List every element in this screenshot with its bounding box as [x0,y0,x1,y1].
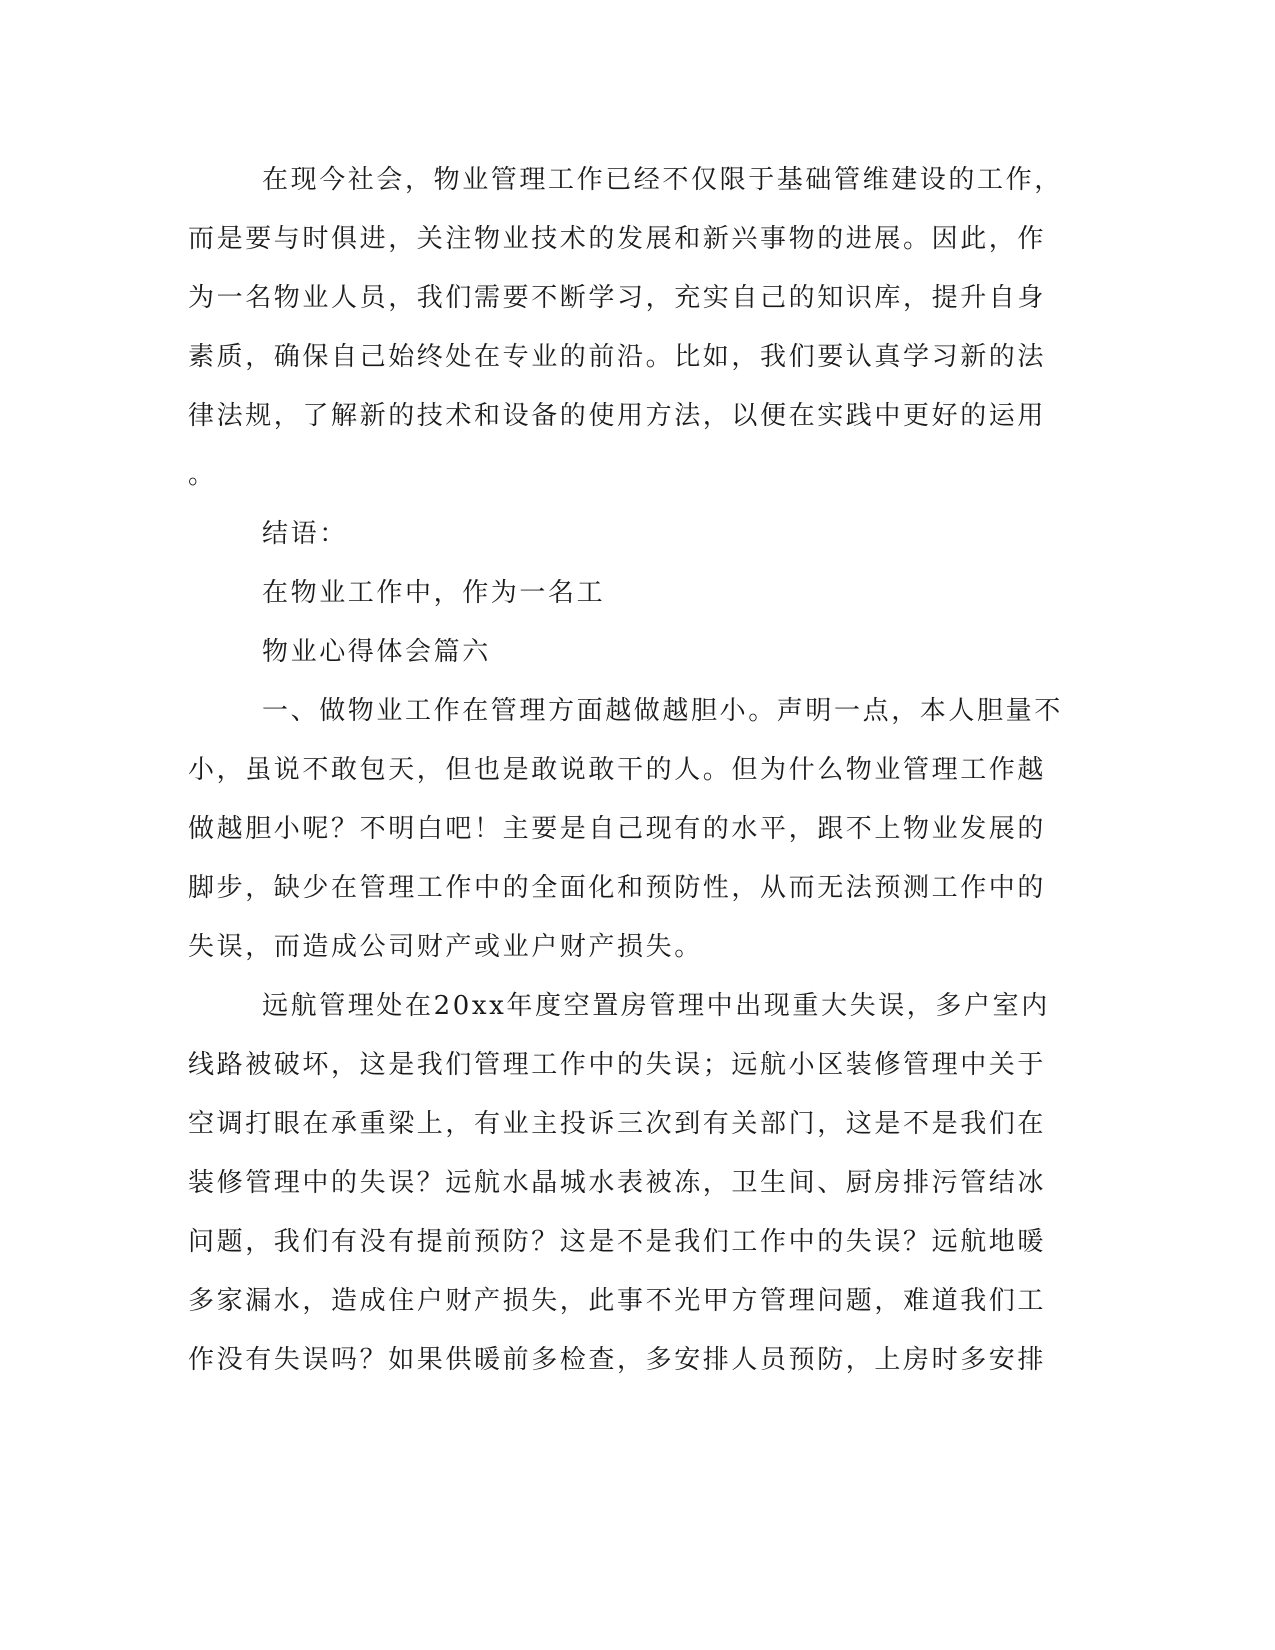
text-line-11: 小，虽说不敢包天，但也是敢说敢干的人。但为什么物业管理工作越 [188,755,1047,785]
text-line-5: 律法规，了解新的技术和设备的使用方法，以便在实践中更好的运用 [188,401,1047,431]
text-line-10: 一、做物业工作在管理方面越做越胆小。声明一点，本人胆量不 [262,696,1063,726]
text-line-3: 为一名物业人员，我们需要不断学习，充实自己的知识库，提升自身 [188,283,1047,313]
text-line-6: 。 [188,460,217,490]
text-line-8: 在物业工作中，作为一名工 [262,578,606,608]
text-line-13: 脚步，缺少在管理工作中的全面化和预防性，从而无法预测工作中的 [188,873,1047,903]
text-line-20: 多家漏水，造成住户财产损失，此事不光甲方管理问题，难道我们工 [188,1286,1047,1316]
text-line-21: 作没有失误吗？如果供暖前多检查，多安排人员预防，上房时多安排 [188,1345,1047,1375]
text-line-14: 失误，而造成公司财产或业户财产损失。 [188,932,703,962]
text-line-18: 装修管理中的失误？远航水晶城水表被冻，卫生间、厨房排污管结冰 [188,1168,1047,1198]
text-line-4: 素质，确保自己始终处在专业的前沿。比如，我们要认真学习新的法 [188,342,1047,372]
text-line-17: 空调打眼在承重梁上，有业主投诉三次到有关部门，这是不是我们在 [188,1109,1047,1139]
text-line-15: 远航管理处在20xx年度空置房管理中出现重大失误，多户室内 [262,991,1050,1021]
section-label: 结语： [262,519,348,549]
text-line-12: 做越胆小呢？不明白吧！主要是自己现有的水平，跟不上物业发展的 [188,814,1047,844]
text-line-19: 问题，我们有没有提前预防？这是不是我们工作中的失误？远航地暖 [188,1227,1047,1257]
text-line-2: 而是要与时俱进，关注物业技术的发展和新兴事物的进展。因此，作 [188,224,1047,254]
text-line-16: 线路被破坏，这是我们管理工作中的失误；远航小区装修管理中关于 [188,1050,1047,1080]
section-heading: 物业心得体会篇六 [262,637,491,667]
text-line-1: 在现今社会，物业管理工作已经不仅限于基础管维建设的工作， [262,165,1063,195]
